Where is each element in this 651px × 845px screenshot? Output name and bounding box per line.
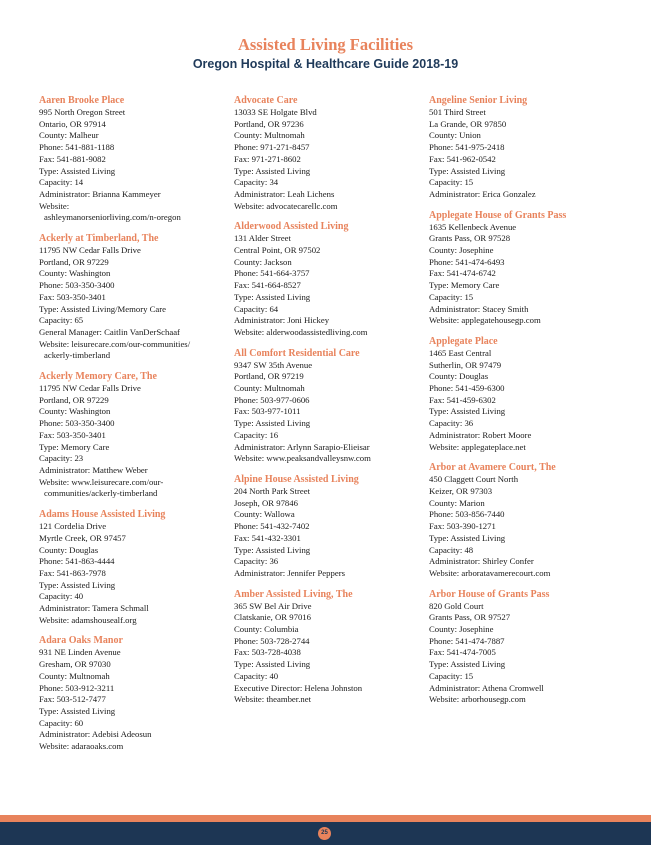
facility-detail-line: Phone: 541-459-6300 [429, 383, 505, 394]
facility-entry [39, 509, 231, 626]
facility-entry [429, 589, 621, 706]
facility-detail-line: Capacity: 34 [234, 177, 279, 188]
facility-detail-line: Capacity: 15 [429, 670, 474, 681]
facility-detail-line: Capacity: 23 [39, 453, 84, 464]
facility-detail-line: 11795 NW Cedar Falls Drive [39, 245, 141, 256]
facility-detail-line: County: Multnomah [234, 383, 305, 394]
facility-detail-line: County: Josephine [429, 624, 494, 635]
facility-detail-line: Administrator: Joni Hickey [234, 315, 330, 326]
facility-detail-line: Website: arborhousegp.com [429, 694, 526, 705]
facility-detail-line: County: Union [429, 130, 481, 141]
facility-detail-line: Administrator: Tamera Schmall [39, 603, 149, 614]
facility-detail-line: 820 Gold Court [429, 600, 484, 611]
facility-name: Arbor at Avamere Court, The [429, 462, 556, 474]
facility-name: Ackerly at Timberland, The [39, 233, 159, 245]
page-number-badge: 25 [318, 827, 331, 840]
facility-detail-line: Phone: 503-350-3400 [39, 418, 115, 429]
facility-detail-line: Type: Assisted Living/Memory Care [39, 303, 167, 314]
facility-detail-line: 121 Cordelia Drive [39, 521, 107, 532]
facility-detail-line: County: Multnomah [234, 130, 305, 141]
facility-detail-line: Administrator: Jennifer Peppers [234, 567, 345, 578]
facility-detail-line: Website: adamshousealf.org [39, 614, 137, 625]
listing-column-1 [39, 95, 231, 762]
page-title: Assisted Living Facilities [237, 35, 414, 54]
facility-detail-line: County: Jackson [234, 256, 292, 267]
facility-detail-line: Phone: 503-856-7440 [429, 509, 505, 520]
facility-detail-line: County: Marion [429, 497, 485, 508]
facility-detail-line: ackerly-timberland [44, 350, 111, 361]
facility-detail-line: Capacity: 65 [39, 315, 84, 326]
facility-detail-line: Administrator: Shirley Confer [429, 556, 534, 567]
facility-detail-line: 13033 SE Holgate Blvd [234, 107, 317, 117]
facility-detail-line: ashleymanorseniorliving.com/n-oregon [44, 212, 181, 223]
facility-detail-line: Capacity: 15 [429, 291, 474, 302]
facility-detail-line: Clatskanie, OR 97016 [234, 612, 311, 623]
facility-detail-line: Fax: 503-390-1271 [429, 521, 496, 532]
facility-detail-line: Type: Assisted Living [429, 659, 506, 670]
facility-detail-line: Phone: 503-350-3400 [39, 280, 115, 291]
facility-detail-line: Phone: 541-664-3757 [234, 268, 310, 279]
facility-detail-line: Phone: 503-728-2744 [234, 635, 310, 646]
facility-entry [39, 95, 231, 224]
page-subtitle: Oregon Hospital & Healthcare Guide 2018-19 [192, 57, 459, 71]
facility-detail-line: Type: Assisted Living [39, 579, 116, 590]
facility-detail-line: Capacity: 64 [234, 303, 279, 314]
facility-detail-line: Type: Assisted Living [234, 418, 311, 429]
facility-detail-line: County: Washington [39, 268, 111, 279]
facility-detail-line: County: Malheur [39, 130, 99, 141]
facility-detail-line: Type: Assisted Living [429, 165, 506, 176]
facility-detail-line: Fax: 541-962-0542 [429, 153, 496, 164]
facility-detail-line: Fax: 503-977-1011 [234, 406, 301, 417]
facility-detail-line: Website: [39, 200, 70, 211]
facility-detail-line: Capacity: 36 [234, 556, 279, 567]
facility-detail-line: 450 Claggett Court North [429, 474, 519, 485]
facility-detail-line: Portland, OR 97229 [39, 256, 109, 267]
facility-detail-line: Website: leisurecare.com/our-communities/ [39, 338, 191, 349]
facility-detail-line: County: Columbia [234, 624, 299, 635]
facility-detail-line: Website: applegateplace.net [429, 441, 526, 452]
facility-detail-line: Phone: 503-977-0606 [234, 394, 310, 405]
facility-detail-line: Type: Assisted Living [429, 406, 506, 417]
facility-detail-line: County: Douglas [39, 544, 99, 555]
facility-entry [39, 371, 231, 500]
facility-name: Adara Oaks Manor [39, 635, 123, 647]
facility-detail-line: Administrator: Stacey Smith [429, 303, 529, 314]
facility-entry [39, 233, 231, 362]
facility-detail-line: Portland, OR 97219 [234, 371, 304, 382]
facility-detail-line: Phone: 541-474-7887 [429, 635, 505, 646]
facility-name: Applegate Place [429, 335, 498, 347]
facility-name: Alpine House Assisted Living [234, 473, 359, 485]
facility-entry [234, 221, 426, 338]
facility-detail-line: Capacity: 60 [39, 717, 84, 728]
facility-detail-line: Joseph, OR 97846 [234, 497, 298, 508]
facility-detail-line: Fax: 541-459-6302 [429, 394, 496, 405]
facility-entry [234, 95, 426, 212]
facility-detail-line: County: Douglas [429, 371, 489, 382]
facility-detail-line: Website: theamber.net [234, 694, 311, 705]
facility-detail-line: Fax: 503-350-3401 [39, 429, 106, 440]
facility-detail-line: Administrator: Adebisi Adeosun [39, 729, 152, 740]
facility-detail-line: Administrator: Athena Cromwell [429, 682, 544, 693]
facility-detail-line: Capacity: 36 [429, 418, 474, 429]
facility-detail-line: Grants Pass, OR 97528 [429, 233, 511, 244]
facility-detail-line: Fax: 541-474-6742 [429, 268, 496, 279]
facility-detail-line: Type: Assisted Living [234, 291, 311, 302]
facility-entry [429, 95, 621, 201]
facility-detail-line: Capacity: 40 [39, 591, 84, 602]
facility-detail-line: Fax: 541-881-9082 [39, 153, 106, 164]
facility-detail-line: La Grande, OR 97850 [429, 118, 507, 129]
facility-detail-line: Capacity: 40 [234, 670, 279, 681]
facility-detail-line: Fax: 541-664-8527 [234, 280, 301, 291]
facility-detail-line: Fax: 971-271-8602 [234, 153, 301, 164]
facility-detail-line: 1635 Kellenbeck Avenue [429, 221, 517, 232]
facility-detail-line: 131 Alder Street [234, 233, 291, 244]
listing-column-3 [429, 95, 621, 715]
facility-detail-line: Type: Assisted Living [234, 659, 311, 670]
facility-detail-line: Fax: 503-350-3401 [39, 291, 106, 302]
facility-detail-line: General Manager: Caitlin VanDerSchaaf [39, 326, 180, 337]
facility-detail-line: Type: Assisted Living [429, 532, 506, 543]
facility-detail-line: Type: Assisted Living [234, 165, 311, 176]
facility-name: Aaren Brooke Place [39, 95, 125, 106]
facility-detail-line: 365 SW Bel Air Drive [234, 600, 312, 611]
facility-detail-line: Fax: 541-474-7005 [429, 647, 496, 658]
facility-detail-line: Capacity: 14 [39, 177, 84, 188]
facility-name: Advocate Care [234, 95, 298, 106]
facility-entry [429, 462, 621, 579]
facility-detail-line: Phone: 541-863-4444 [39, 556, 115, 567]
facility-detail-line: Fax: 541-432-3301 [234, 532, 301, 543]
facility-detail-line: Website: www.peaksandvalleysnw.com [234, 453, 371, 464]
facility-detail-line: Type: Memory Care [39, 441, 110, 452]
facility-detail-line: Website: alderwoodassistedliving.com [234, 326, 368, 337]
facility-entry [39, 635, 231, 752]
facility-name: Applegate House of Grants Pass [429, 209, 567, 221]
facility-detail-line: 931 NE Linden Avenue [39, 647, 121, 658]
facility-detail-line: Portland, OR 97236 [234, 118, 304, 129]
facility-detail-line: Website: arboratavamerecourt.com [429, 567, 551, 578]
facility-detail-line: Website: advocatecarellc.com [234, 200, 338, 211]
facility-detail-line: 1465 East Central [429, 347, 492, 358]
facility-name: Angeline Senior Living [429, 95, 528, 106]
facility-detail-line: Type: Assisted Living [39, 165, 116, 176]
facility-detail-line: communities/ackerly-timberland [44, 488, 158, 499]
facility-detail-line: Administrator: Arlynn Sarapio-Elieisar [234, 441, 370, 452]
facility-detail-line: Phone: 541-881-1188 [39, 142, 115, 153]
facility-detail-line: Gresham, OR 97030 [39, 659, 111, 670]
facility-detail-line: Administrator: Matthew Weber [39, 464, 148, 475]
facility-detail-line: 995 North Oregon Street [39, 107, 126, 117]
facility-detail-line: Capacity: 16 [234, 429, 279, 440]
facility-detail-line: Grants Pass, OR 97527 [429, 612, 511, 623]
facility-detail-line: Capacity: 48 [429, 544, 474, 555]
facility-detail-line: County: Washington [39, 406, 111, 417]
facility-detail-line: County: Multnomah [39, 670, 110, 681]
facility-name: Alderwood Assisted Living [234, 221, 349, 233]
facility-detail-line: 501 Third Street [429, 107, 486, 117]
facility-name: Arbor House of Grants Pass [429, 588, 550, 600]
facility-detail-line: Capacity: 15 [429, 177, 474, 188]
facility-detail-line: Website: www.leisurecare.com/our- [39, 476, 164, 487]
facility-detail-line: Fax: 503-728-4038 [234, 647, 301, 658]
facility-detail-line: Phone: 541-432-7402 [234, 521, 310, 532]
facility-detail-line: Type: Assisted Living [234, 544, 311, 555]
listing-column-2 [234, 95, 426, 715]
facility-name: All Comfort Residential Care [234, 347, 360, 359]
facility-name: Adams House Assisted Living [39, 509, 166, 521]
facility-detail-line: Type: Assisted Living [39, 705, 116, 716]
facility-detail-line: 204 North Park Street [234, 485, 311, 496]
facility-detail-line: Administrator: Brianna Kammeyer [39, 188, 161, 199]
facility-name: Amber Assisted Living, The [234, 588, 353, 600]
footer-accent-bar [0, 815, 651, 822]
facility-detail-line: Administrator: Erica Gonzalez [429, 188, 536, 199]
facility-entry [234, 474, 426, 580]
facility-entry [429, 210, 621, 327]
facility-detail-line: Administrator: Robert Moore [429, 429, 532, 440]
facility-detail-line: Ontario, OR 97914 [39, 118, 106, 129]
facility-detail-line: Central Point, OR 97502 [234, 245, 321, 256]
facility-detail-line: 11795 NW Cedar Falls Drive [39, 383, 141, 394]
facility-detail-line: Fax: 503-512-7477 [39, 694, 106, 705]
facility-detail-line: Type: Memory Care [429, 280, 500, 291]
facility-detail-line: Website: applegatehousegp.com [429, 315, 541, 326]
facility-entry [234, 589, 426, 706]
facility-detail-line: Phone: 503-912-3211 [39, 682, 115, 693]
facility-detail-line: Website: adaraoaks.com [39, 741, 124, 752]
facility-entry [234, 348, 426, 465]
facility-detail-line: Portland, OR 97229 [39, 394, 109, 405]
facility-detail-line: Sutherlin, OR 97479 [429, 359, 502, 370]
facility-detail-line: Executive Director: Helena Johnston [234, 682, 363, 693]
facility-detail-line: Phone: 541-474-6493 [429, 256, 505, 267]
facility-detail-line: Administrator: Leah Lichens [234, 188, 335, 199]
facility-detail-line: 9347 SW 35th Avenue [234, 359, 313, 370]
facility-name: Ackerly Memory Care, The [39, 371, 157, 383]
facility-detail-line: Phone: 971-271-8457 [234, 142, 310, 153]
facility-detail-line: County: Wallowa [234, 509, 295, 520]
facility-detail-line: County: Josephine [429, 245, 494, 256]
facility-detail-line: Fax: 541-863-7978 [39, 567, 106, 578]
facility-detail-line: Keizer, OR 97303 [429, 485, 493, 496]
facility-detail-line: Myrtle Creek, OR 97457 [39, 532, 126, 543]
facility-detail-line: Phone: 541-975-2418 [429, 142, 505, 153]
facility-entry [429, 336, 621, 453]
